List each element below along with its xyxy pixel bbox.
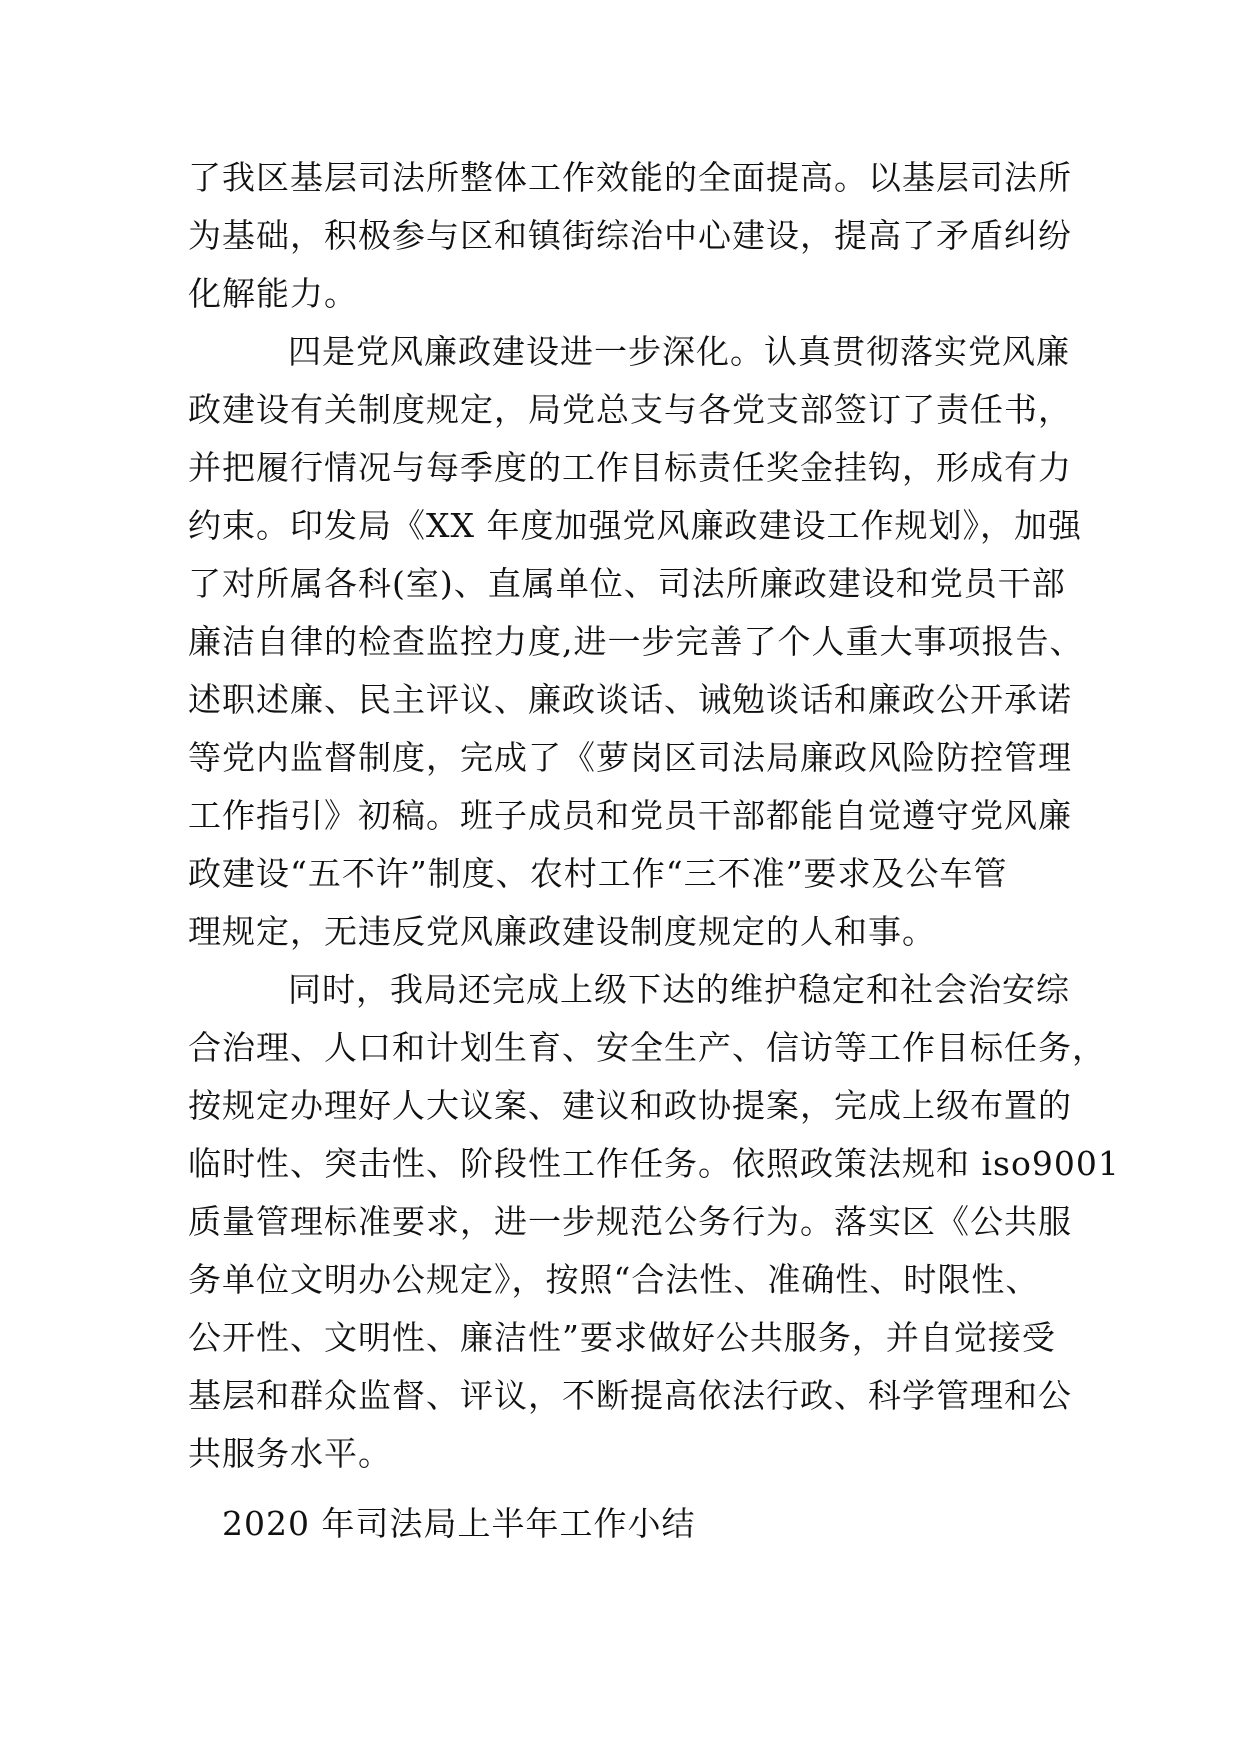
document-title: 2020 年司法局上半年工作小结 [222, 1504, 696, 1543]
text-line: 四是党风廉政建设进一步深化。认真贯彻落实党风廉 [288, 332, 1070, 371]
text-line: 了我区基层司法所整体工作效能的全面提高。以基层司法所 [188, 158, 1072, 197]
text-line: 理规定，无违反党风廉政建设制度规定的人和事。 [188, 912, 936, 951]
text-line: 并把履行情况与每季度的工作目标责任奖金挂钩，形成有力 [188, 448, 1072, 487]
text-line: 合治理、人口和计划生育、安全生产、信访等工作目标任务， [188, 1028, 1106, 1067]
text-line: 化解能力。 [188, 274, 358, 313]
text-line: 述职述廉、民主评议、廉政谈话、诫勉谈话和廉政公开承诺 [188, 680, 1072, 719]
text-line: 共服务水平。 [188, 1434, 392, 1473]
paragraph [188, 149, 1072, 323]
text-line: 了对所属各科(室)、直属单位、司法所廉政建设和党员干部 [188, 564, 1066, 603]
text-line: 同时，我局还完成上级下达的维护稳定和社会治安综 [288, 970, 1070, 1009]
text-line: 临时性、突击性、阶段性工作任务。依照政策法规和 iso9001 [188, 1144, 1120, 1183]
text-line: 为基础，积极参与区和镇街综治中心建设，提高了矛盾纠纷 [188, 216, 1072, 255]
text-line: 工作指引》初稿。班子成员和党员干部都能自觉遵守党风廉 [188, 796, 1072, 835]
paragraph [188, 323, 1084, 961]
paragraph [188, 961, 1120, 1483]
text-line: 政建设“五不许”制度、农村工作“三不准”要求及公车管 [188, 854, 1008, 893]
text-line: 等党内监督制度，完成了《萝岗区司法局廉政风险防控管理 [188, 738, 1072, 777]
text-line: 质量管理标准要求，进一步规范公务行为。落实区《公共服 [188, 1202, 1072, 1241]
text-line: 约束。印发局《XX 年度加强党风廉政建设工作规划》，加强 [188, 506, 1082, 545]
text-line: 公开性、文明性、廉洁性”要求做好公共服务，并自觉接受 [188, 1318, 1056, 1357]
text-line: 廉洁自律的检查监控力度,进一步完善了个人重大事项报告、 [188, 622, 1084, 661]
body-text [188, 149, 1120, 1483]
text-line: 务单位文明办公规定》，按照“合法性、准确性、时限性、 [188, 1260, 1040, 1299]
text-line: 按规定办理好人大议案、建议和政协提案，完成上级布置的 [188, 1086, 1072, 1125]
text-line: 政建设有关制度规定，局党总支与各党支部签订了责任书， [188, 390, 1072, 429]
text-line: 基层和群众监督、评议，不断提高依法行政、科学管理和公 [188, 1376, 1072, 1415]
